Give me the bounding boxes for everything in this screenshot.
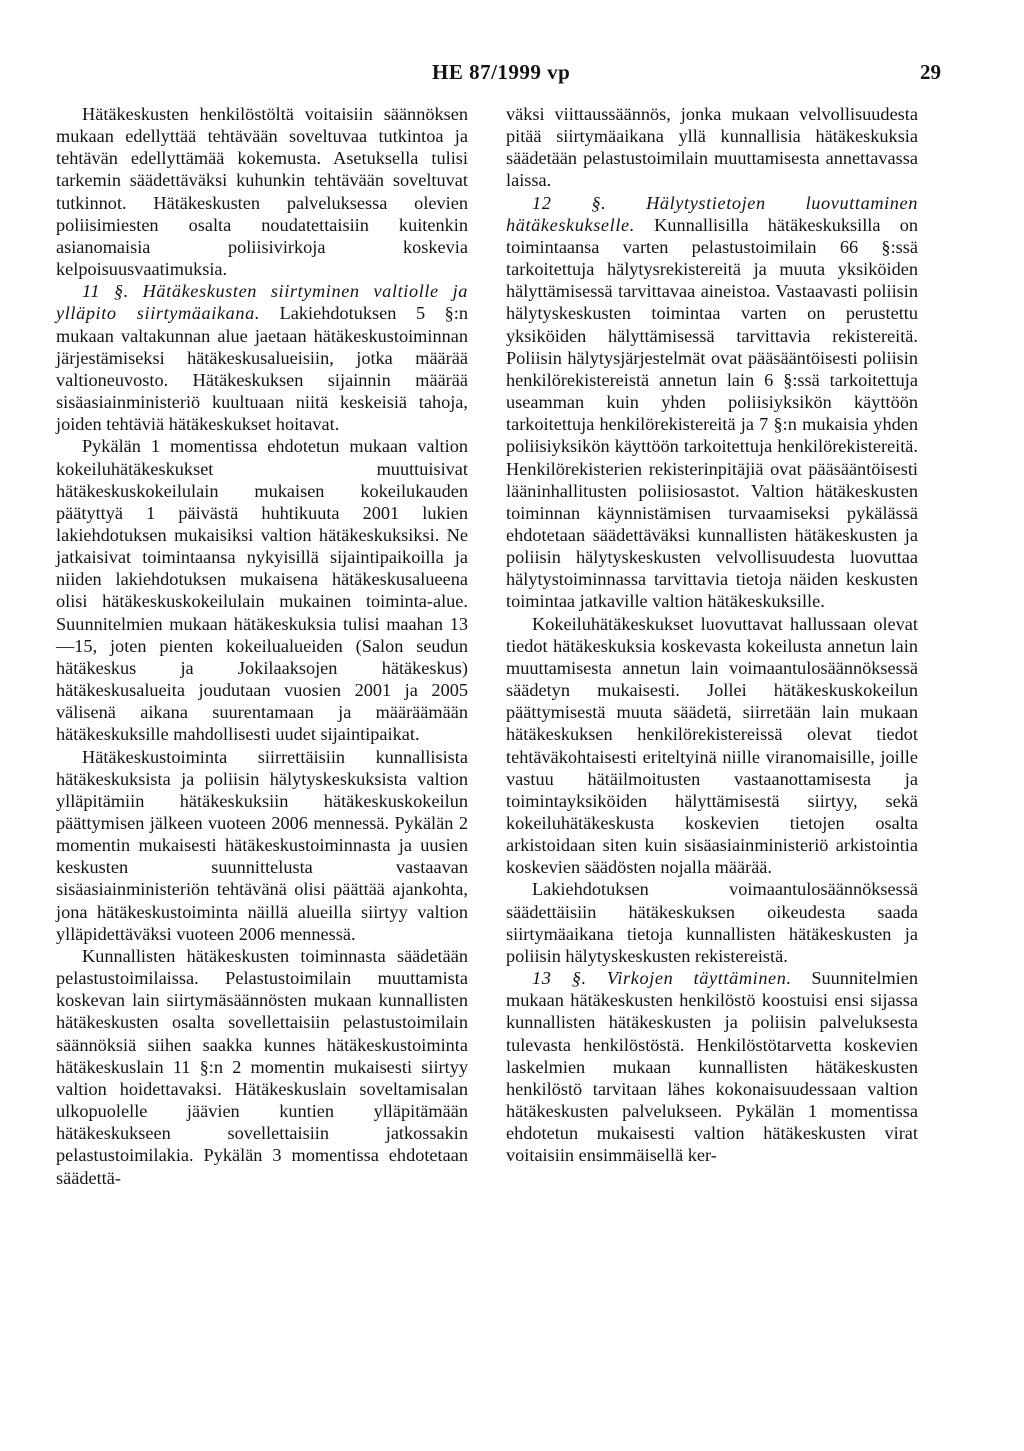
section-paragraph [56,280,468,435]
section-text: Suunnitelmien mukaan hätäkeskusten henkilöstö koostuisi ensi sijassa kunnallisten hätäkeskusten ja poliisin palveluksesta tulevasta henkilöstöstä. Henkilöstötarvetta koskevien laskelmien mukaan kunnallisten hätäkeskusten henkilöstö tarvitaan lähes kokonaisuudessaan valtion hätäkeskusten palvelukseen. Pykälän 1 momentissa ehdotetun mukaisesti valtion hätäkeskusten virat voitaisiin ensimmäisellä ker- [506,968,918,1166]
section-paragraph [506,967,918,1166]
document-reference: HE 87/1999 vp [432,60,571,84]
paragraph: Pykälän 1 momentissa ehdotetun mukaan valtion kokeiluhätäkeskukset muuttuisivat hätäkeskuskokeilulain mukaisen kokeilukauden päätyttyä 1 päivästä huhtikuuta 2001 lukien lakiehdotuksen mukaisiksi valtion hätäkeskuksiksi. Ne jatkaisivat toimintaansa nykyisillä sijaintipaikoilla ja niiden lakiehdotuksen mukaisena hätäkeskusalueena olisi hätäkeskuskokeilulain mukainen toiminta-alue. Suunnitelmien mukaan hätäkeskuksia tulisi maahan 13—15, joten pienten kokeilualueiden (Salon seudun hätäkeskus ja Jokilaaksojen hätäkeskus) hätäkeskusalueita joudutaan vuosien 2001 ja 2005 välisenä aikana suurentamaan ja määräämään hätäkeskuksille mahdollisesti uudet sijaintipaikat. [56,436,468,745]
section-text: Kunnallisilla hätäkeskuksilla on toimintaansa varten pelastustoimilain 66 §:ssä tarkoitettuja hälytysrekistereitä ja muuta yksiköiden hälyttämisessä tarvittavaa aineistoa. Vastaavasti poliisin hälytyskeskusten toimintaa varten on perustettu yksiköiden hälyttämisessä tarvittavia rekistereitä. Poliisin hälytysjärjestelmät ovat pääsääntöisesti poliisin henkilörekistereistä annetun lain 6 §:ssä tarkoitettuja useamman kuin yhden poliisiyksikön käyttöön tarkoitettuja henkilörekistereitä ja 7 §:n mukaisia yhden poliisiyksikön käyttöön tarkoitettuja henkilörekistereitä. Henkilörekisterien rekisterinpitäjiä ovat pääsääntöisesti lääninhallitusten poliisiosastot. Valtion hätäkeskusten toiminnan käynnistämisen turvaamiseksi pykälässä ehdotetaan säädettäväksi kunnallisten hätäkeskusten ja poliisin hälytyskeskusten velvollisuudesta luovuttaa hälytystoiminnassa tarvittavia tietoja näiden keskusten toimintaa jatkaville valtion hätäkeskuksille. [506,214,918,612]
section-paragraph [506,192,918,613]
page-header [0,60,1024,96]
section-text: Lakiehdotuksen 5 §:n mukaan valtakunnan alue jaetaan hätäkeskustoiminnan järjestämiseksi hätäkeskusalueisiin, jotka määrää valtioneuvosto. Hätäkeskuksen sijainnin määrää sisäasiainministeriö kuultuaan niitä keskeisiä tahoja, joiden tehtäviä hätäkeskukset hoitavat. [56,303,468,435]
paragraph: Kokeiluhätäkeskukset luovuttavat hallussaan olevat tiedot hätäkeskuksia koskevasta kokeilusta annetun lain muuttamisesta annetun lain voimaantulosäännöksessä säädetyn mukaisesti. Jollei hätäkeskuskokeilun päättymisestä muuta säädetä, siirretään lain mukaan hätäkeskuksen henkilörekistereissä olevat tiedot tehtäväkohtaisesti eriteltyinä niille viranomaisille, joille vastuu hätäilmoitusten vastaanottamisesta ja toimintayksiköiden hälyttämisestä siirtyy, sekä kokeiluhätäkeskusta koskevien tietojen osalta arkistoidaan siten kuin sisäasiainministeriö arkistointia koskevien säädösten nojalla määrää. [506,613,918,878]
section-heading: 12 §. Hälytystietojen luovuttaminen hätäkeskukselle. [506,192,918,235]
page-number: 29 [920,60,941,84]
section-heading: 11 §. Hätäkeskusten siirtyminen valtiolle ja ylläpito siirtymäaikana. [56,281,468,324]
paragraph: Kunnallisten hätäkeskusten toiminnasta säädetään pelastustoimilaissa. Pelastustoimilain muuttamista koskevan lain siirtymäsäännösten mukaan kunnallisten hätäkeskusten osalta sovellettaisiin pelastustoimilain säännöksiä siihen saakka kunnes hätäkeskustoiminta hätäkeskuslain 11 §:n 2 momentin mukaisesti siirtyy valtion hoidettavaksi. Hätäkeskuslain soveltamisalan ulkopuolelle jäävien kuntien ylläpitämään hätäkeskukseen sovellettaisiin jatkossakin pelastustoimilakia. Pykälän 3 momentissa ehdotetaan säädettä- [56,945,468,1188]
paragraph: Lakiehdotuksen voimaantulosäännöksessä säädettäisiin hätäkeskuksen oikeudesta saada siirtymäaikana tietoja kunnallisten hätäkeskusten ja poliisin hälytyskeskusten rekistereistä. [506,879,918,966]
paragraph: Hätäkeskustoiminta siirrettäisiin kunnallisista hätäkeskuksista ja poliisin hälytyskeskuksista valtion ylläpitämiin hätäkeskuksiin hätäkeskuskokeilun päättymisen jälkeen vuoteen 2006 mennessä. Pykälän 2 momentin mukaisesti hätäkeskustoiminnasta ja uusien keskusten suunnittelusta vastaavan sisäasiainministeriön tehtävänä olisi päättää ajankohta, jona hätäkeskustoiminta näillä alueilla siirtyy valtion ylläpidettäväksi vuoteen 2006 mennessä. [56,746,468,944]
left-column [56,103,468,1189]
right-column [506,103,918,1167]
paragraph-continuation: väksi viittaussäännös, jonka mukaan velvollisuudesta pitää siirtymäaikana yllä kunnallisia hätäkeskuksia säädetään pelastustoimilain muuttamisesta annettavassa laissa. [506,104,918,191]
paragraph: Hätäkeskusten henkilöstöltä voitaisiin säännöksen mukaan edellyttää tehtävään soveltuvaa tutkintoa ja tehtävän edellyttämää kokemusta. Asetuksella tulisi tarkemin säädettäväksi kuhunkin tehtävään soveltuvat tutkinnot. Hätäkeskusten palveluksessa olevien poliisimiesten osalta noudatettaisiin kuitenkin asianomaisia poliisivirkoja koskevia kelpoisuusvaatimuksia. [56,104,468,280]
section-heading: 13 §. Virkojen täyttäminen. [532,968,792,989]
